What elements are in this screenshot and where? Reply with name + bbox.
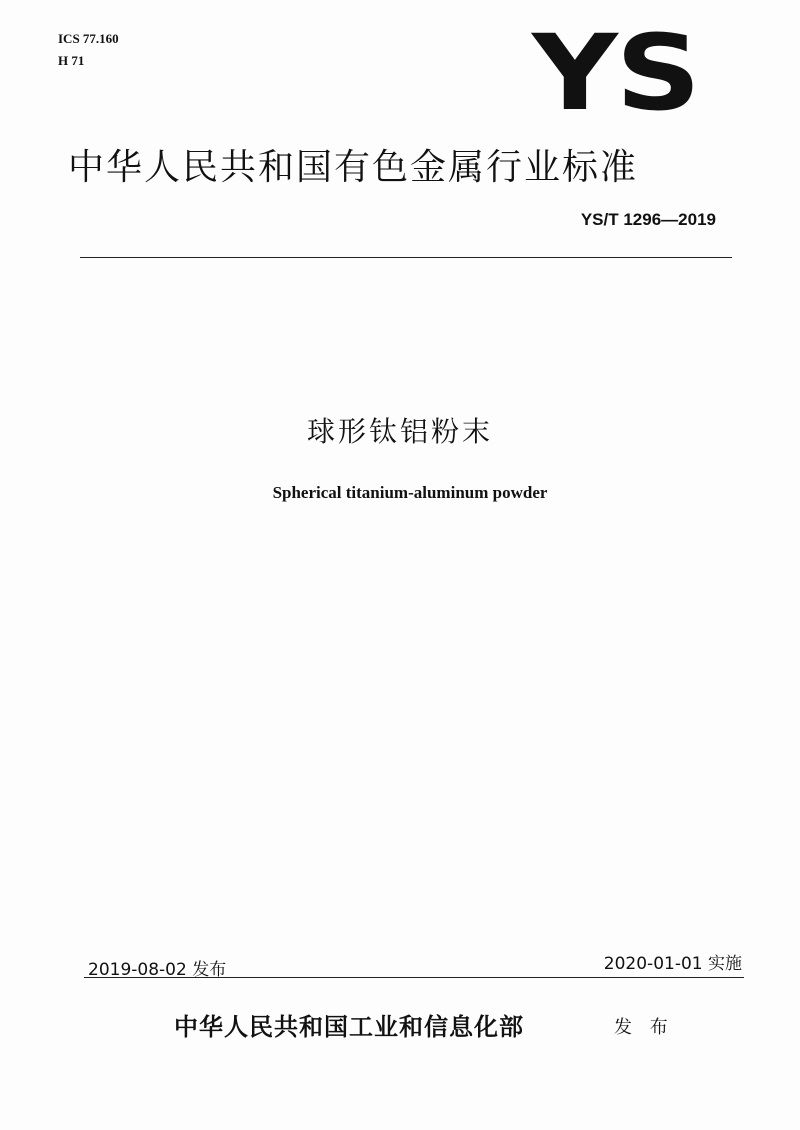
publisher-action: 发 布 bbox=[614, 1017, 674, 1038]
bottom-divider bbox=[84, 977, 744, 978]
ics-code: ICS 77.160 bbox=[58, 31, 119, 46]
implementation-date: 2020-01-01 实施 bbox=[603, 954, 742, 974]
document-title-english: Spherical titanium-aluminum powder bbox=[272, 483, 548, 502]
document-title-chinese: 球形钛铝粉末 bbox=[306, 415, 493, 448]
publish-date: 2019-08-02 发布 bbox=[88, 960, 227, 980]
ccs-code: H 71 bbox=[58, 53, 85, 68]
issuer-title: 中华人民共和国有色金属行业标准 bbox=[68, 147, 639, 188]
publisher-name: 中华人民共和国工业和信息化部 bbox=[174, 1012, 524, 1041]
standard-number: YS/T 1296—2019 bbox=[580, 210, 716, 229]
top-divider bbox=[80, 257, 732, 258]
ys-logo: YS bbox=[532, 12, 699, 134]
